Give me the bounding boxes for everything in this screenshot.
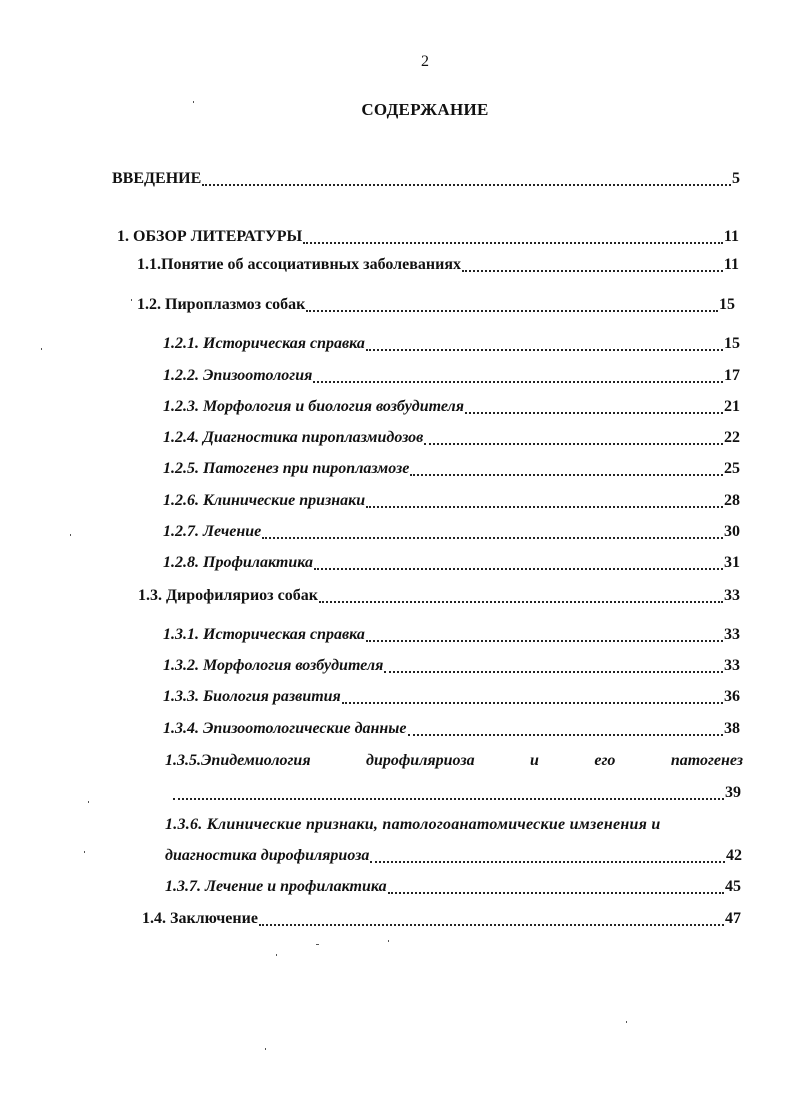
- toc-leader: [366, 349, 723, 351]
- toc-leader: [388, 892, 724, 894]
- toc-page: 36: [724, 688, 740, 705]
- toc-entry-1-2-1: [163, 335, 740, 355]
- toc-word: его: [594, 752, 616, 769]
- toc-page: 21: [724, 398, 740, 415]
- toc-leader: [319, 601, 723, 603]
- toc-label: 1.3.4. Эпизоотологические данные: [163, 720, 407, 737]
- scan-speck: [193, 101, 194, 103]
- toc-page: 33: [724, 626, 740, 643]
- toc-leader: [408, 734, 724, 736]
- toc-page: 31: [724, 554, 740, 571]
- toc-label: 1.4. Заключение: [142, 910, 258, 927]
- toc-entry-1-3-5-line1: [165, 752, 743, 770]
- toc-entry-1-3-5-line2: [172, 784, 741, 804]
- toc-entry-1-3-2: [163, 657, 740, 677]
- toc-page: 28: [724, 492, 740, 509]
- toc-page: 11: [723, 228, 739, 245]
- toc-page: 30: [724, 523, 740, 540]
- toc-label: 1.2.1. Историческая справка: [163, 335, 365, 352]
- toc-label: 1.3. Дирофиляриоз собак: [138, 587, 318, 604]
- toc-leader: [424, 443, 723, 445]
- toc-label: 1.2. Пироплазмоз собак: [137, 296, 306, 313]
- toc-label: 1.2.4. Диагностика пироплазмидозов: [163, 429, 424, 446]
- scan-speck: [41, 348, 42, 350]
- toc-entry-1-2-5: [163, 460, 740, 480]
- toc-entry-intro: [112, 170, 740, 190]
- toc-page: 33: [724, 657, 740, 674]
- toc-entry-1-3-4: [163, 720, 740, 740]
- toc-page: 25: [724, 460, 740, 477]
- scan-speck: [316, 944, 319, 945]
- toc-page: 22: [724, 429, 740, 446]
- toc-page: 5: [732, 170, 740, 187]
- toc-page: 33: [724, 587, 740, 604]
- toc-leader: [306, 310, 718, 312]
- toc-label: диагностика дирофиляриоза: [165, 847, 370, 864]
- toc-label: 1.2.7. Лечение: [163, 523, 262, 540]
- toc-leader: [262, 537, 723, 539]
- toc-label: 1. ОБЗОР ЛИТЕРАТУРЫ: [117, 228, 303, 245]
- toc-word: дирофиляриоза: [366, 752, 475, 769]
- toc-entry-1-3-7: [165, 878, 741, 898]
- toc-entry-1-2-6: [163, 492, 740, 512]
- toc-leader: [366, 506, 723, 508]
- scan-speck: [84, 851, 85, 853]
- toc-leader: [410, 474, 723, 476]
- page-number: 2: [421, 53, 429, 70]
- toc-leader: [342, 702, 723, 704]
- toc-leader: [173, 798, 724, 800]
- toc-page: 38: [724, 720, 740, 737]
- toc-word: и: [530, 752, 539, 769]
- toc-entry-1-1: [137, 256, 739, 276]
- toc-entry-1-2-4: [163, 429, 740, 449]
- toc-leader: [314, 568, 723, 570]
- scan-speck: [276, 954, 277, 956]
- toc-word: 1.3.5.Эпидемиология: [165, 752, 311, 769]
- toc-entry-1-4: [142, 910, 741, 930]
- toc-entry-1-2-7: [163, 523, 740, 543]
- toc-entry-1-2: [137, 296, 735, 316]
- scan-speck: [131, 299, 132, 301]
- scan-speck: [70, 534, 71, 536]
- scan-speck: [265, 1048, 266, 1050]
- toc-leader: [370, 861, 725, 863]
- toc-entry-ch1: [117, 228, 739, 248]
- toc-entry-1-3-3: [163, 688, 740, 708]
- toc-leader: [313, 381, 723, 383]
- toc-label: 1.1.Понятие об ассоциативных заболеваниях: [137, 256, 461, 273]
- toc-leader: [366, 640, 723, 642]
- toc-entry-1-2-8: [163, 554, 740, 574]
- toc-entry-1-2-2: [163, 367, 740, 387]
- toc-entry-1-2-3: [163, 398, 740, 418]
- toc-page: 11: [723, 256, 739, 273]
- toc-label: 1.2.3. Морфология и биология возбудителя: [163, 398, 464, 415]
- toc-label: 1.3.6. Клинические признаки, патологоанатомические имзенения и: [165, 816, 661, 833]
- toc-leader: [303, 242, 723, 244]
- toc-leader: [202, 184, 731, 186]
- scan-speck: [388, 940, 389, 942]
- toc-label: ВВЕДЕНИЕ: [112, 170, 202, 187]
- toc-leader: [259, 924, 724, 926]
- toc-label: 1.3.1. Историческая справка: [163, 626, 365, 643]
- scan-speck: [626, 1021, 627, 1023]
- toc-leader: [462, 270, 723, 272]
- toc-title: СОДЕРЖАНИЕ: [361, 100, 489, 119]
- scan-speck: [88, 801, 89, 803]
- toc-leader: [465, 412, 723, 414]
- toc-entry-1-3-6-line2: [165, 847, 742, 867]
- toc-entry-1-3-6-line1: [165, 816, 743, 834]
- toc-word: патогенез: [670, 752, 743, 769]
- toc-label: 1.2.6. Клинические признаки: [163, 492, 366, 509]
- toc-page: 15: [719, 296, 735, 313]
- toc-page: 17: [724, 367, 740, 384]
- toc-entry-1-3-1: [163, 626, 740, 646]
- toc-label: 1.3.3. Биология развития: [163, 688, 341, 705]
- toc-label: 1.2.8. Профилактика: [163, 554, 313, 571]
- toc-label: 1.3.2. Морфология возбудителя: [163, 657, 384, 674]
- toc-label: 1.2.5. Патогенез при пироплазмозе: [163, 460, 410, 477]
- toc-page: 45: [725, 878, 741, 895]
- toc-page: 42: [726, 847, 742, 864]
- toc-page: 39: [725, 784, 741, 801]
- toc-page: 47: [725, 910, 741, 927]
- toc-leader: [384, 671, 723, 673]
- toc-label: 1.3.7. Лечение и профилактика: [165, 878, 387, 895]
- toc-page: 15: [724, 335, 740, 352]
- toc-label: 1.2.2. Эпизоотология: [163, 367, 313, 384]
- toc-entry-1-3: [138, 587, 740, 607]
